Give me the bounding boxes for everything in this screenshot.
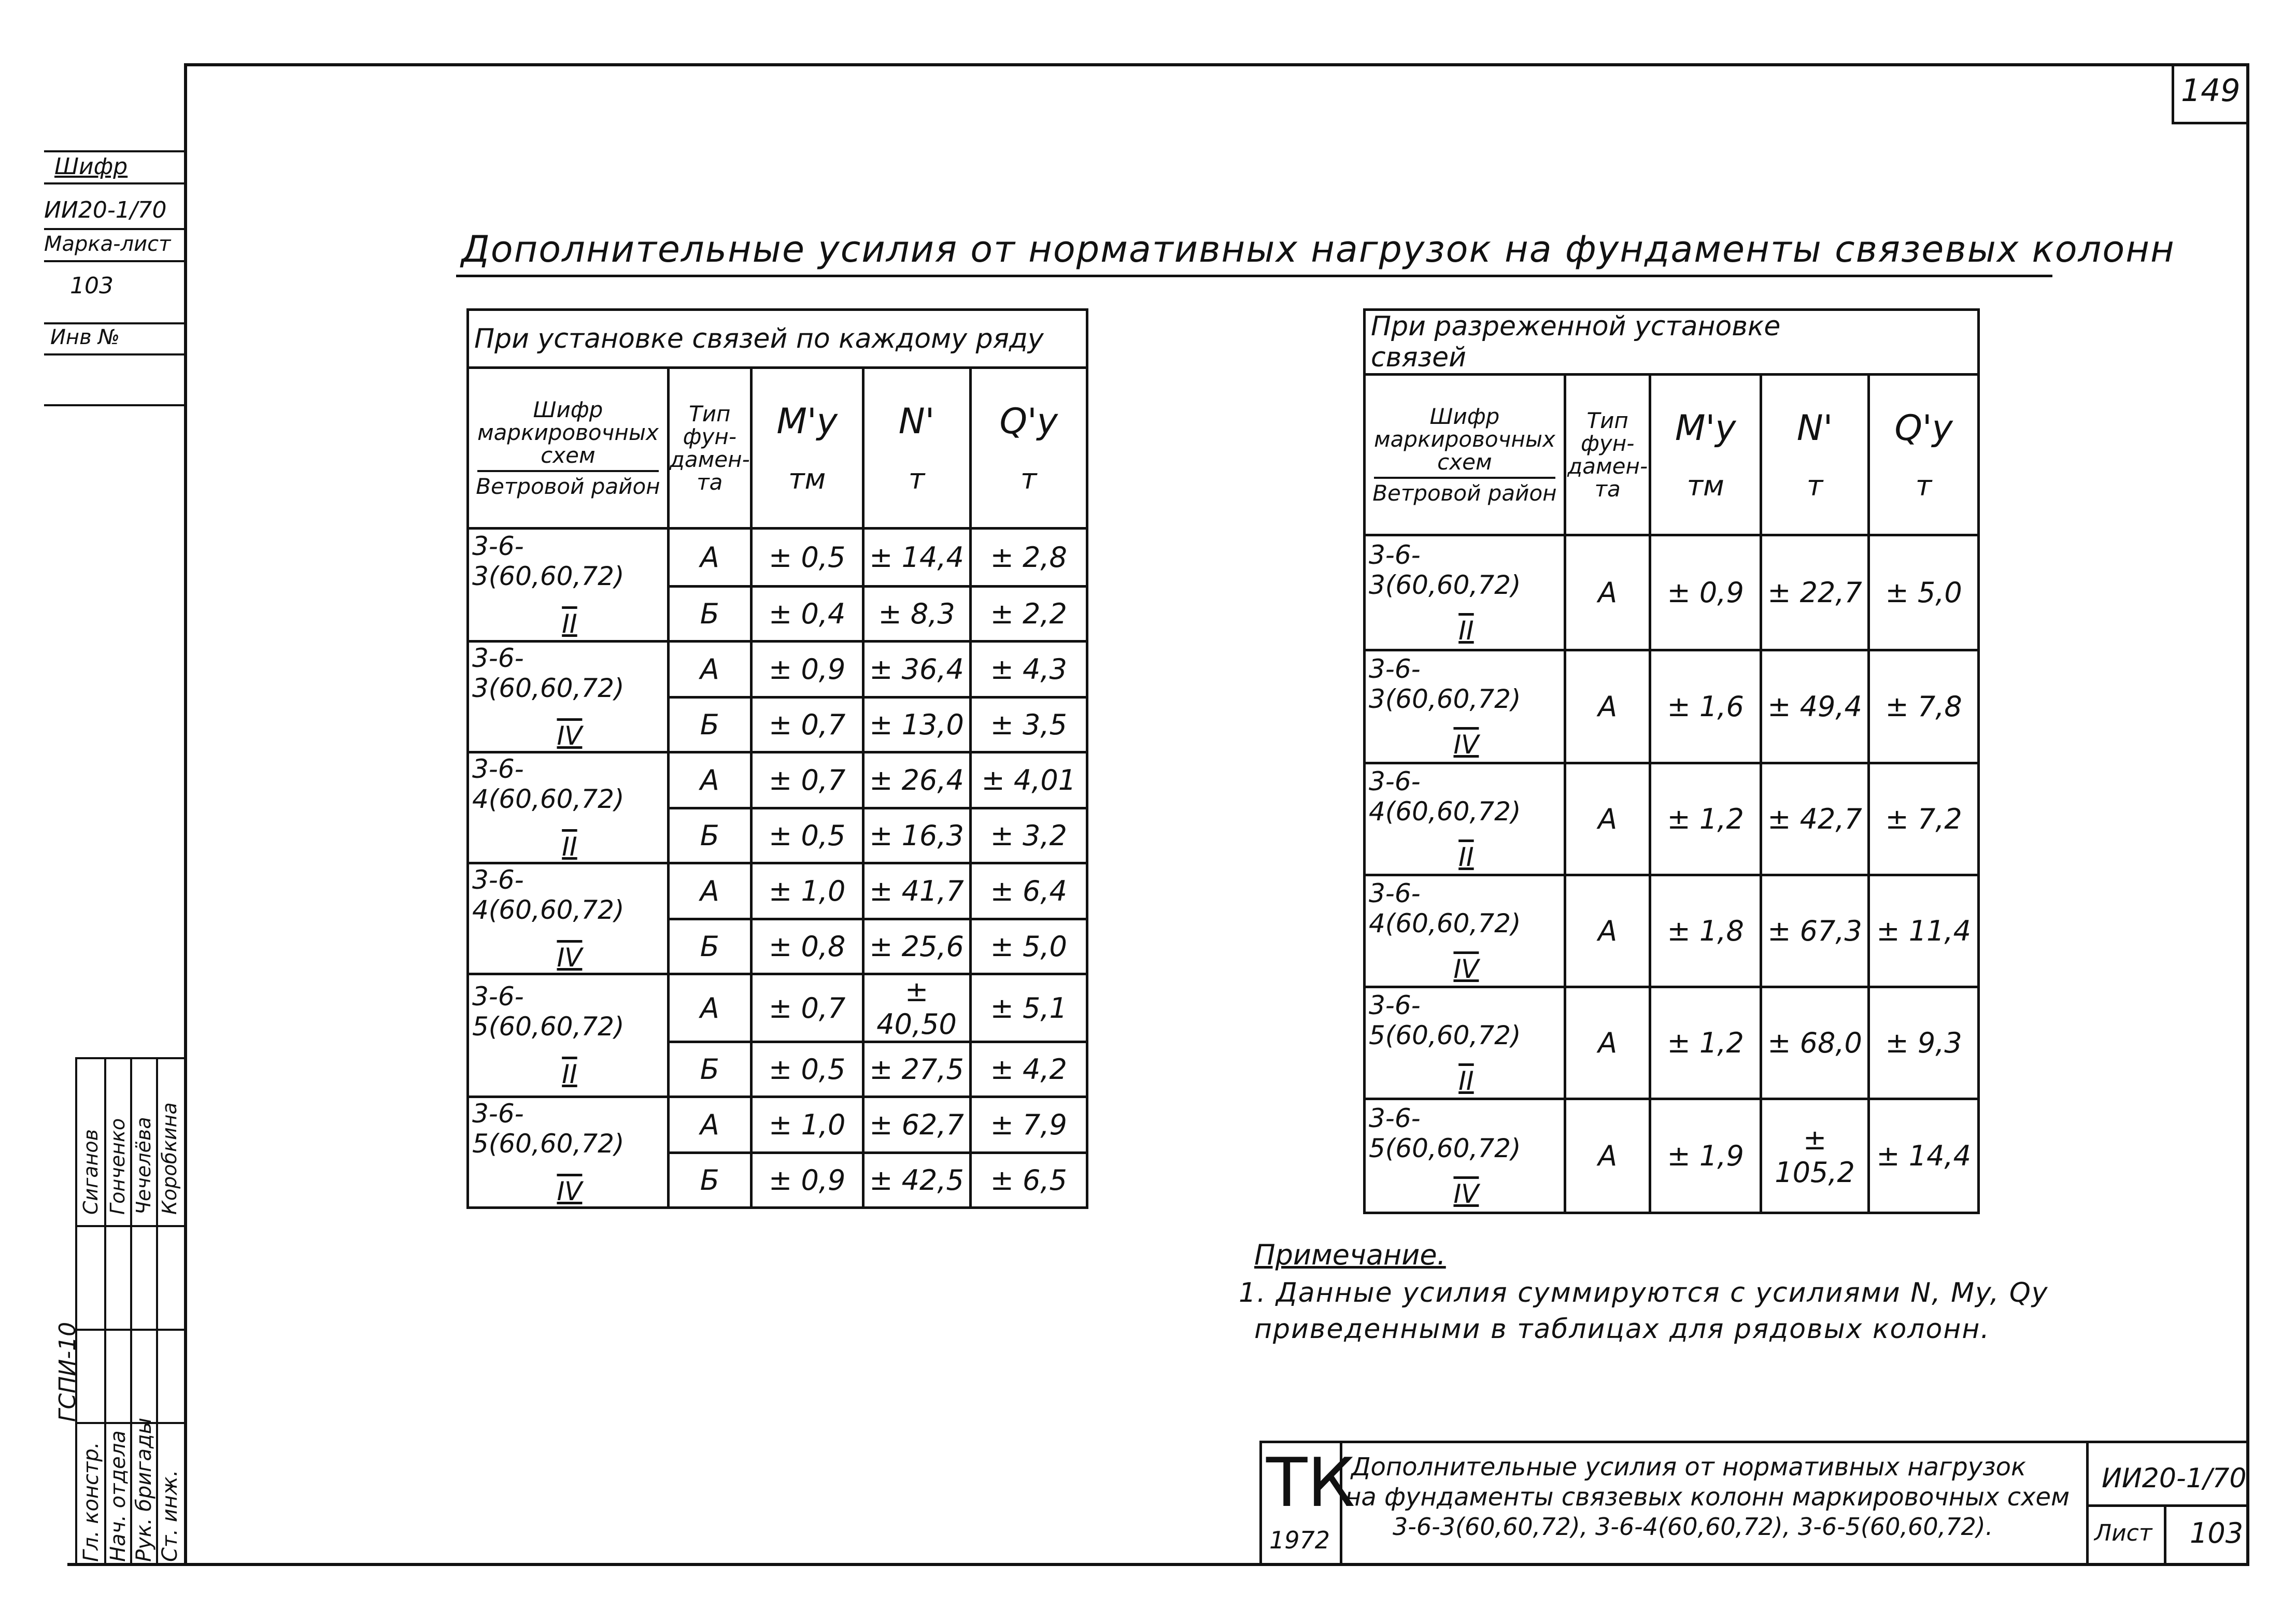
left-m: ± 0,8: [751, 919, 863, 974]
left-q: ± 4,2: [970, 1042, 1087, 1097]
left-table: [466, 308, 1088, 1209]
left-type: А: [668, 529, 751, 587]
note-line-2: приведенными в таблицах для рядовых колонн.: [1254, 1314, 1990, 1345]
left-type: Б: [668, 698, 751, 752]
left-m: ± 1,0: [751, 863, 863, 919]
right-n: ± 22,7: [1761, 535, 1868, 650]
left-type: А: [668, 863, 751, 919]
left-m: ± 0,9: [751, 642, 863, 698]
left-m: ± 0,7: [751, 974, 863, 1042]
left-header-n: N' т: [863, 368, 970, 529]
left-m: ± 0,7: [751, 752, 863, 808]
right-type: А: [1565, 1099, 1650, 1213]
right-schema-cell: 3-6-4(60,60,72) IV: [1365, 875, 1565, 987]
right-m: ± 0,9: [1650, 535, 1761, 650]
right-q: ± 7,8: [1869, 650, 1979, 763]
marka-value: 103: [70, 273, 114, 299]
tk-logo: ТК: [1266, 1443, 1355, 1522]
right-schema-cell: 3-6-4(60,60,72) II: [1365, 763, 1565, 875]
left-n: ± 16,3: [863, 808, 970, 863]
frame-right: [2246, 124, 2249, 1566]
right-schema-cell: 3-6-3(60,60,72) IV: [1365, 650, 1565, 763]
title-block-sheet-value: 103: [2190, 1517, 2244, 1549]
left-n: ± 41,7: [863, 863, 970, 919]
right-header-type: Тип фун-дамен-та: [1565, 375, 1650, 535]
inv-label: Инв №: [50, 325, 120, 349]
left-n: ± 27,5: [863, 1042, 970, 1097]
left-q: ± 2,2: [970, 587, 1087, 642]
right-n: ± 49,4: [1761, 650, 1868, 763]
left-q: ± 4,3: [970, 642, 1087, 698]
approval-name-1: Сиганов: [79, 1129, 102, 1215]
left-n: ± 8,3: [863, 587, 970, 642]
left-q: ± 3,5: [970, 698, 1087, 752]
approval-block: [54, 1057, 187, 1565]
left-q: ± 5,1: [970, 974, 1087, 1042]
left-m: ± 0,5: [751, 1042, 863, 1097]
title-block-sheet-label: Лист: [2094, 1520, 2152, 1546]
shifr-label: Шифр: [54, 153, 128, 180]
right-header-m: M'y тм: [1650, 375, 1761, 535]
left-n: ± 42,5: [863, 1153, 970, 1208]
shifr-value: ИИ20-1/70: [44, 197, 167, 223]
title-block-desc-2: на фундаменты связевых колонн маркировочных схем: [1345, 1483, 2070, 1512]
left-schema-cell: 3-6-3(60,60,72) IV: [468, 642, 669, 752]
left-header-q: Q'y т: [970, 368, 1087, 529]
right-schema-cell: 3-6-3(60,60,72) II: [1365, 535, 1565, 650]
left-n: ± 25,6: [863, 919, 970, 974]
page-title: Дополнительные усилия от нормативных нагрузок на фундаменты связевых колонн: [461, 228, 2175, 271]
approval-name-2: Гонченко: [106, 1118, 129, 1215]
approval-name-3: Чечелёва: [132, 1117, 155, 1215]
right-q: ± 5,0: [1869, 535, 1979, 650]
right-type: А: [1565, 987, 1650, 1099]
right-table-caption: При разреженной установке связей: [1365, 310, 1869, 375]
left-schema-cell: 3-6-5(60,60,72) IV: [468, 1097, 669, 1208]
title-block-year: 1972: [1269, 1526, 1330, 1554]
left-n: ± 14,4: [863, 529, 970, 587]
right-m: ± 1,9: [1650, 1099, 1761, 1213]
left-type: Б: [668, 919, 751, 974]
right-n: ± 68,0: [1761, 987, 1868, 1099]
left-q: ± 3,2: [970, 808, 1087, 863]
right-header-schema: Шифр маркировочных схем Ветровой район: [1365, 375, 1565, 535]
left-table-caption: При установке связей по каждому ряду: [468, 310, 1087, 368]
right-n: ± 67,3: [1761, 875, 1868, 987]
right-schema-cell: 3-6-5(60,60,72) IV: [1365, 1099, 1565, 1213]
page-number: 149: [2181, 73, 2241, 109]
approval-org: ГСПИ-10: [54, 1321, 81, 1422]
left-q: ± 6,5: [970, 1153, 1087, 1208]
title-block-code: ИИ20-1/70: [2102, 1463, 2247, 1494]
approval-role-3: Рук. бригады: [132, 1417, 156, 1562]
left-q: ± 6,4: [970, 863, 1087, 919]
right-type: А: [1565, 650, 1650, 763]
left-m: ± 0,9: [751, 1153, 863, 1208]
approval-role-4: Ст. инж.: [158, 1470, 182, 1562]
right-table: [1363, 308, 1980, 1214]
right-header-n: N' т: [1761, 375, 1868, 535]
left-q: ± 7,9: [970, 1097, 1087, 1153]
left-type: Б: [668, 1042, 751, 1097]
left-n: ± 26,4: [863, 752, 970, 808]
right-q: ± 11,4: [1869, 875, 1979, 987]
right-type: А: [1565, 763, 1650, 875]
right-header-q: Q'y т: [1869, 375, 1979, 535]
left-m: ± 0,5: [751, 529, 863, 587]
left-n: ± 40,50: [863, 974, 970, 1042]
right-type: А: [1565, 535, 1650, 650]
right-type: А: [1565, 875, 1650, 987]
left-header-type: Тип фун-дамен-та: [668, 368, 751, 529]
right-m: ± 1,6: [1650, 650, 1761, 763]
left-type: А: [668, 974, 751, 1042]
left-n: ± 62,7: [863, 1097, 970, 1153]
marka-label: Марка-лист: [44, 232, 171, 256]
right-n: ± 42,7: [1761, 763, 1868, 875]
frame-top: [184, 63, 2249, 66]
left-type: Б: [668, 1153, 751, 1208]
left-schema-cell: 3-6-5(60,60,72) II: [468, 974, 669, 1097]
frame-right-top: [2246, 63, 2249, 125]
left-schema-cell: 3-6-4(60,60,72) II: [468, 752, 669, 863]
left-schema-cell: 3-6-3(60,60,72) II: [468, 529, 669, 642]
left-m: ± 0,5: [751, 808, 863, 863]
title-block-desc-1: Дополнительные усилия от нормативных нагрузок: [1351, 1453, 2026, 1482]
left-n: ± 13,0: [863, 698, 970, 752]
title-block: [1259, 1441, 2249, 1566]
left-n: ± 36,4: [863, 642, 970, 698]
left-m: ± 0,7: [751, 698, 863, 752]
left-type: Б: [668, 808, 751, 863]
right-m: ± 1,8: [1650, 875, 1761, 987]
approval-name-4: Коробкина: [158, 1102, 181, 1215]
left-q: ± 5,0: [970, 919, 1087, 974]
left-schema-cell: 3-6-4(60,60,72) IV: [468, 863, 669, 974]
title-underline: [456, 275, 2052, 277]
right-m: ± 1,2: [1650, 763, 1761, 875]
left-header-m: M'y тм: [751, 368, 863, 529]
right-n: ± 105,2: [1761, 1099, 1868, 1213]
left-m: ± 0,4: [751, 587, 863, 642]
side-stamp: [44, 150, 184, 409]
approval-role-1: Гл. констр.: [79, 1442, 103, 1562]
right-q: ± 14,4: [1869, 1099, 1979, 1213]
approval-role-2: Нач. отдела: [106, 1430, 130, 1562]
right-m: ± 1,2: [1650, 987, 1761, 1099]
left-type: А: [668, 752, 751, 808]
right-schema-cell: 3-6-5(60,60,72) II: [1365, 987, 1565, 1099]
left-q: ± 4,01: [970, 752, 1087, 808]
right-q: ± 9,3: [1869, 987, 1979, 1099]
left-header-schema: Шифр маркировочных схем Ветровой район: [468, 368, 669, 529]
right-q: ± 7,2: [1869, 763, 1979, 875]
note-line-1: 1. Данные усилия суммируются с усилиями N, My, Qy: [1239, 1277, 2049, 1308]
left-type: А: [668, 642, 751, 698]
title-block-desc-3: 3-6-3(60,60,72), 3-6-4(60,60,72), 3-6-5(60,60,72).: [1393, 1513, 1993, 1541]
left-m: ± 1,0: [751, 1097, 863, 1153]
note-heading: Примечание.: [1254, 1239, 1446, 1271]
left-q: ± 2,8: [970, 529, 1087, 587]
left-type: А: [668, 1097, 751, 1153]
left-type: Б: [668, 587, 751, 642]
